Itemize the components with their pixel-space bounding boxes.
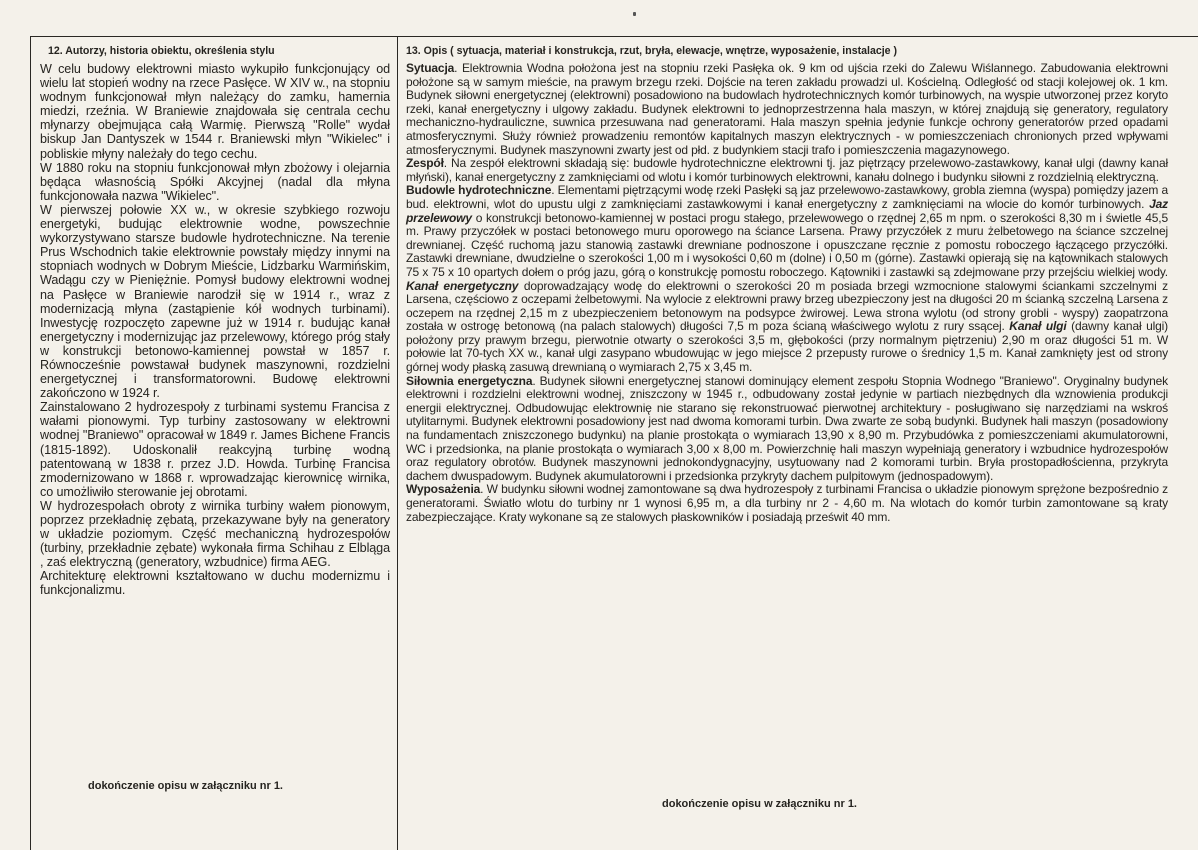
- section-sytuacja: [406, 62, 1168, 157]
- description-closing-note: dokończenie opisu w załączniku nr 1.: [662, 798, 857, 810]
- history-paragraph: W 1880 roku na stopniu funkcjonował młyn zbożowy i olejarnia będąca własnością Spółki Akcyjnej (nadal dla młyna funkcjonowała nazwa "Wikielec".: [40, 160, 390, 203]
- section-text: . Elektrownia Wodna położona jest na stopniu rzeki Pasłęka ok. 9 km od ujścia rzeki do Zalewu Wiślannego. Zabudowania elektrowni położone są w samym mieście, na prawym brzegu rzeki. Dojście na teren zakładu prowadzi ul. Kościelną. Odległość od stacji kolejowej ok. 1 km. Budynek siłowni energetycznej (elektrowni) posadowiono na budowlach hydrotechnicznych komór turbinowych, na wyspie utworzonej przez koryto rzeki, kanał energetyczny i ulgowy zakładu. Budynek elektrowni to jednoprzestrzenna hala maszyn, w której znajdują się generatory, regulatory mechaniczno-hydrauliczne, suwnica przesuwana nad generatorami. Hala maszyn spełnia jedynie funkcje ochrony generatorów przed opadami atmosferycznymi. Służy również prowadzeniu remontów kapitalnych maszyn elektrycznych - w pomieszczeniach chronionych przed wpływami atmosferycznymi. Budynek maszynowni zwarty jest od płd. z budynkiem stacji trafo i pomieszczenia magazynowego.: [406, 61, 1168, 157]
- section-text: o konstrukcji betonowo-kamiennej w postaci progu stałego, przelewowego o rzędnej 2,65 m npm. o szerokości 8,30 m i świetle 45,5 m. Prawy przyczółek w postaci betonowego muru oporowego na ściance Larsena. Prawy przyczółek z muru żelbetowego na ściance szczelnej drewnianej. Część ruchomą jazu stanowią zastawki drewniane podnoszone i opuszczane ręcznie z pomostu roboczego łączącego przyczółki. Zastawki drewniane, dwudzielne o szerokości 1,00 m i wysokości 0,60 m (dolne) i 0,50 m (górne). Zastawki opierają się na kątownikach stalowych 75 x 75 x 10 opartych dołem o próg jazu, górą o konstrukcję pomostu roboczego. Kątowniki i zastawki są zdejmowane przy przejściu wielkiej wody.: [406, 210, 1168, 279]
- frame-top-rule: [30, 36, 1198, 37]
- history-paragraph: W hydrozespołach obroty z wirnika turbiny wałem pionowym, poprzez przekładnię zębatą, przekazywane były na generatory w układzie poziomym. Część mechaniczną hydrozespołów (turbiny, przekładnie zębate) wykonała firma Schihau z Elbląga , zaś elektryczną (generatory, wzbudnice) firma AEG.: [40, 498, 390, 570]
- subsection-label: Kanał ulgi: [1009, 319, 1067, 334]
- section-text: . W budynku siłowni wodnej zamontowane są dwa hydrozespoły z turbinami Francisa o układzie pionowym sprężone bezpośrednio z generatorami. Światło wlotu do turbiny nr 1 wynosi 6,95 m, a dla turbiny nr 2 - 4,60 m. Na wlotach do komór turbin zamontowane są kraty zabezpieczające. Kraty wykonane są ze stalowych płaskowników i posiadają prześwit 40 mm.: [406, 482, 1168, 524]
- column-divider: [397, 36, 398, 850]
- section-text: doprowadzający wodę do elektrowni o szerokości 20 m posiada brzegi wzmocnione stalowymi ściankami szczelnymi z Larsena, częściowo z oczepami żelbetowymi. Na wylocie z elektrowni prawy brzeg ubezpieczony jest na długości 20 m ścianką szczelną Larsena z oczepem na rzędnej 2,15 m z ubezpieczeniem betonowym na podsypce żwirowej. Lewa strona wylotu (od strony grobli - wyspy) zaopatrzona została w ostrogę betonową (na palach stalowych) długości 7,5 m poza ścianą właściwego wylotu z rury ssącej.: [406, 278, 1168, 334]
- history-paragraph: Zainstalowano 2 hydrozespoły z turbinami systemu Francisa z wałami pionowymi. Typ turbiny zastosowany w elektrowni wodnej "Braniewo" opracował w 1849 r. James Bichene Francis (1815-1892). Udoskonalił reakcyjną turbinę wodną patentowaną w 1838 r. przez J.D. Howda. Turbinę Francisa zmodernizowano w 1868 r. wprowadzając kierownicę wirnika, co umożliwiło sterowanie jej obrotami.: [40, 400, 390, 499]
- section-label: Budowle hydrotechniczne: [406, 183, 552, 198]
- history-closing-note: dokończenie opisu w załączniku nr 1.: [88, 780, 283, 792]
- section-text: . Elementami piętrzącymi wodę rzeki Pasłęki są jaz przelewowo-zastawkowy, grobla ziemna (wyspa) pomiędzy jazem a bud. elektrowni, wlot do upustu ulgi z zamknięciami zastawkowymi i kanał energetyczny z zamknięciami na wlocie do komór turbinowych.: [406, 183, 1169, 211]
- section-label: Siłownia energetyczna: [406, 373, 533, 388]
- subsection-label: Kanał energetyczny: [406, 278, 519, 293]
- section-label: Wyposażenia: [406, 482, 481, 497]
- description-column: [406, 44, 1168, 524]
- section-text: . Na zespół elektrowni składają się: budowle hydrotechniczne elektrowni tj. jaz piętrzący przelewowo-zastawkowy, kanał ulgi (dawny kanał młyński), kanał energetyczny z zamknięciami od wlotu i komór turbinowych elektrowni, kanału dolnego i budynku siłowni z rozdzielnią elektryczną.: [406, 156, 1168, 184]
- subsection-label: Jaz przelewowy: [406, 196, 1168, 225]
- history-column: [40, 44, 390, 598]
- history-paragraph: W pierwszej połowie XX w., w okresie szybkiego rozwoju energetyki, budując elektrownie wodne, powszechnie wykorzystywano starsze budowle hydrotechniczne. Na terenie Prus Wschodnich takie elektrownie powstały między innymi na stopniach wodnych w Dobrym Mieście, Lidzbarku Warmińskim, Wadągu czy w Pieniężnie. Pomysł budowy elektrowni wodnej na Pasłęce w Braniewie narodził się w 1914 r., wraz z modernizacją młyna (zastąpienie kół wodnych turbinami). Inwestycję rozpoczęto zapewne już w 1914 r. budując kanał energetyczny i modernizując jaz przelewowy, którego próg stały w konstrukcji betonowo-kamiennej powstał w 1857 r. Równocześnie powstawał budynek maszynowni, rozdzielni energetycznej i transformatorowni. Budowę elektrowni zakończono w 1924 r.: [40, 202, 390, 401]
- history-paragraph: W celu budowy elektrowni miasto wykupiło funkcjonujący od wielu lat stopień wodny na rzece Pasłęce. W XIV w., na stopniu wodnym funkcjonował młyn należący do zamku, hamernia miedzi, rzeźnia. W Braniewie znajdowała się centrala cechu młynarzy obejmująca całą Warmię. Pierwszą "Rolle" wydał biskup Jan Dantyszek w 1544 r. Braniewski młyn "Wikielec" i pobliskie młyny należały do tego cechu.: [40, 62, 390, 161]
- section-label: Sytuacja: [406, 61, 455, 75]
- section-wyposazenie: [406, 483, 1168, 524]
- section-text: (dawny kanał ulgi) położony przy prawym brzegu, pierwotnie otwarty o szerokości 3,5 m, głębokości (przy normalnym piętrzeniu) 2,90 m oraz długości 51 m. W połowie lat 70-tych XX w., kanał ulgi zasypano wbudowując w jego miejsce 2 przepusty rurowe o średnicy 1,5 m. Kanał zamknięty jest od strony górnej wody płaską zasuwą drewnianą o wymiarach 2,75 x 3,45 m.: [406, 319, 1169, 375]
- scan-speck: [633, 12, 636, 16]
- description-heading: 13. Opis ( sytuacja, materiał i konstrukcja, rzut, bryła, elewacje, wnętrze, wyposażenie, instalacje ): [406, 45, 898, 57]
- history-heading: 12. Autorzy, historia obiektu, określenia stylu: [48, 45, 275, 57]
- section-budowle: [406, 184, 1168, 374]
- section-text: . Budynek siłowni energetycznej stanowi dominujący element zespołu Stopnia Wodnego "Braniewo". Oryginalny budynek elektrowni i rozdzielni elektrowni wodnej, zniszczony w 1945 r., odbudowany został jedynie w partiach niezbędnych dla wznowienia produkcji energii elektrycznej. Odbudowując elektrownię nie starano się rekonstruować pierwotnej architektury - posługiwano się narzędziami na wskroś utylitarnymi. Budynek elektrowni posadowiony jest nad dwoma komorami turbin. Dwa zwarte ze sobą budynki. Budynek hali maszyn (posadowiony na fundamentach zniszczonego budynku) na planie prostokąta o wymiarach 13,90 x 8,90 m. Przybudówka z pomieszczeniami akumulatorowni, WC i przedsionka, na planie prostokąta o wymiarach 3,00 x 8,00 m. Powierzchnię hali maszyn wypełniają generatory i wzbudnice hydrozespołów oraz regulatory obrotów. Budynek maszynowni jednokondygnacyjny, usytuowany nad 2 komorami turbin. Bryła prostopadłościenna, przykryta dachem dwuspadowym. Budynek akumulatorowni i przedsionka przykryty dachem pulpitowym (jednospadowym).: [406, 373, 1168, 483]
- section-zespol: [406, 157, 1168, 184]
- section-silownia: [406, 375, 1168, 484]
- frame-left-rule: [30, 36, 31, 850]
- section-label: Zespół: [406, 156, 444, 171]
- history-paragraph: Architekturę elektrowni kształtowano w duchu modernizmu i funkcjonalizmu.: [40, 569, 390, 598]
